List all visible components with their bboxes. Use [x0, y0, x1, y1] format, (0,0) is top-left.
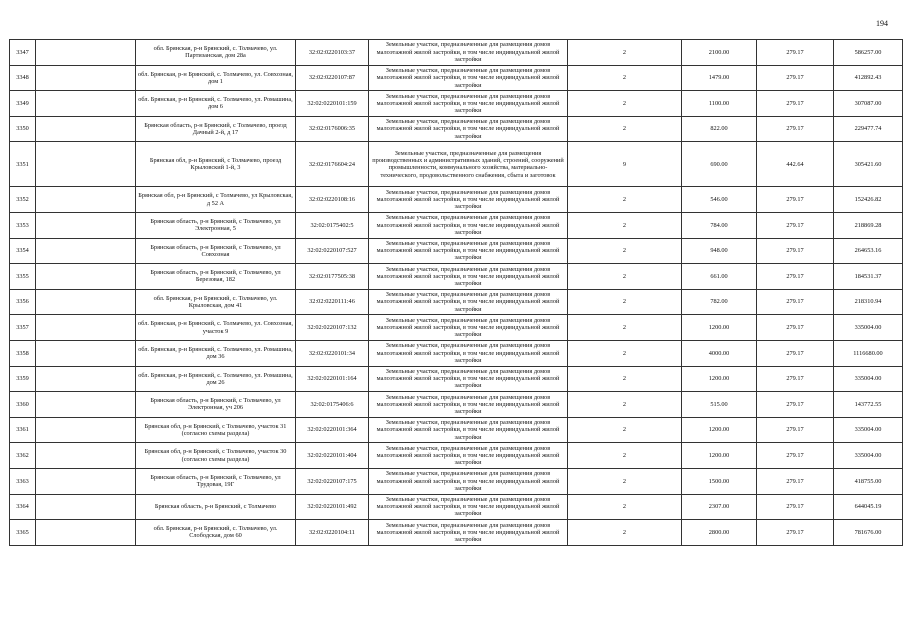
- page-number: 194: [876, 19, 888, 28]
- blank-cell: [36, 468, 136, 494]
- area-cell: 1100.00: [682, 91, 757, 117]
- table-row: [10, 443, 903, 469]
- area-cell: 1200.00: [682, 417, 757, 443]
- address-cell: Брянская область, р-н Брянский, с Толмачево, ул Электронная, 5: [136, 212, 296, 238]
- land-registry-table: [9, 39, 903, 546]
- cadastral-number-cell: 32:02:0176604:24: [296, 142, 369, 187]
- table-row: [10, 65, 903, 91]
- area-cell: 690.00: [682, 142, 757, 187]
- group-code-cell: 2: [568, 366, 682, 392]
- address-cell: обл. Брянская, р-н Брянский, с. Толмачево, ул. Крыловская, дом 41: [136, 289, 296, 315]
- row-number-cell: 3360: [10, 392, 36, 418]
- area-cell: 661.00: [682, 264, 757, 290]
- row-number-cell: 3350: [10, 116, 36, 142]
- cadastral-value-cell: 184531.37: [834, 264, 903, 290]
- area-cell: 1200.00: [682, 315, 757, 341]
- group-code-cell: 9: [568, 142, 682, 187]
- area-cell: 1479.00: [682, 65, 757, 91]
- specific-value-cell: 279.17: [757, 65, 834, 91]
- address-cell: Брянская область, р-н Брянский, с Толмачево, ул Березовая, 182: [136, 264, 296, 290]
- area-cell: 1200.00: [682, 366, 757, 392]
- permitted-use-cell: Земельные участки, предназначенные для размещения домов малоэтажной жилой застройки, в том числе индивидуальной жилой застройки: [369, 65, 568, 91]
- row-number-cell: 3365: [10, 520, 36, 546]
- area-cell: 1500.00: [682, 468, 757, 494]
- permitted-use-cell: Земельные участки, предназначенные для размещения домов малоэтажной жилой застройки, в том числе индивидуальной жилой застройки: [369, 264, 568, 290]
- table-row: [10, 392, 903, 418]
- row-number-cell: 3353: [10, 212, 36, 238]
- group-code-cell: 2: [568, 212, 682, 238]
- specific-value-cell: 279.17: [757, 366, 834, 392]
- group-code-cell: 2: [568, 520, 682, 546]
- cadastral-number-cell: 32:02:0220101:404: [296, 443, 369, 469]
- cadastral-value-cell: 218869.28: [834, 212, 903, 238]
- table-row: [10, 468, 903, 494]
- cadastral-value-cell: 152426.82: [834, 187, 903, 213]
- row-number-cell: 3355: [10, 264, 36, 290]
- area-cell: 2100.00: [682, 40, 757, 66]
- blank-cell: [36, 142, 136, 187]
- row-number-cell: 3363: [10, 468, 36, 494]
- blank-cell: [36, 494, 136, 520]
- permitted-use-cell: Земельные участки, предназначенные для размещения домов малоэтажной жилой застройки, в том числе индивидуальной жилой застройки: [369, 91, 568, 117]
- permitted-use-cell: Земельные участки, предназначенные для размещения домов малоэтажной жилой застройки, в том числе индивидуальной жилой застройки: [369, 468, 568, 494]
- row-number-cell: 3352: [10, 187, 36, 213]
- table-row: [10, 238, 903, 264]
- cadastral-number-cell: 32:02:0220108:16: [296, 187, 369, 213]
- cadastral-number-cell: 32:02:0220107:175: [296, 468, 369, 494]
- cadastral-value-cell: 305421.60: [834, 142, 903, 187]
- address-cell: Брянская обл, р-н Брянский, с Толмачево, проезд Крыловский 1-й, 3: [136, 142, 296, 187]
- row-number-cell: 3357: [10, 315, 36, 341]
- group-code-cell: 2: [568, 65, 682, 91]
- blank-cell: [36, 340, 136, 366]
- address-cell: обл. Брянская, р-н Брянский, с. Толмачево, ул. Совхозная, участок 9: [136, 315, 296, 341]
- group-code-cell: 2: [568, 315, 682, 341]
- permitted-use-cell: Земельные участки, предназначенные для размещения домов малоэтажной жилой застройки, в том числе индивидуальной жилой застройки: [369, 315, 568, 341]
- cadastral-number-cell: 32:02:0220101:492: [296, 494, 369, 520]
- specific-value-cell: 279.17: [757, 443, 834, 469]
- blank-cell: [36, 65, 136, 91]
- area-cell: 782.00: [682, 289, 757, 315]
- address-cell: обл. Брянская, р-н Брянский, с. Толмачево, ул. Партизанская, дом 28а: [136, 40, 296, 66]
- row-number-cell: 3348: [10, 65, 36, 91]
- specific-value-cell: 279.17: [757, 187, 834, 213]
- cadastral-value-cell: 307087.00: [834, 91, 903, 117]
- permitted-use-cell: Земельные участки, предназначенные для размещения домов малоэтажной жилой застройки, в том числе индивидуальной жилой застройки: [369, 212, 568, 238]
- cadastral-number-cell: 32:02:0220107:132: [296, 315, 369, 341]
- table-row: [10, 494, 903, 520]
- specific-value-cell: 279.17: [757, 40, 834, 66]
- table-row: [10, 40, 903, 66]
- permitted-use-cell: Земельные участки, предназначенные для размещения домов малоэтажной жилой застройки, в том числе индивидуальной жилой застройки: [369, 289, 568, 315]
- cadastral-number-cell: 32:02:0220101:34: [296, 340, 369, 366]
- permitted-use-cell: Земельные участки, предназначенные для размещения домов малоэтажной жилой застройки, в том числе индивидуальной жилой застройки: [369, 443, 568, 469]
- group-code-cell: 2: [568, 238, 682, 264]
- cadastral-number-cell: 32:02:0175406:6: [296, 392, 369, 418]
- blank-cell: [36, 366, 136, 392]
- area-cell: 515.00: [682, 392, 757, 418]
- area-cell: 2800.00: [682, 520, 757, 546]
- blank-cell: [36, 91, 136, 117]
- area-cell: 784.00: [682, 212, 757, 238]
- area-cell: 2307.00: [682, 494, 757, 520]
- table-row: [10, 315, 903, 341]
- table-row: [10, 91, 903, 117]
- group-code-cell: 2: [568, 289, 682, 315]
- specific-value-cell: 279.17: [757, 91, 834, 117]
- permitted-use-cell: Земельные участки, предназначенные для размещения домов малоэтажной жилой застройки, в том числе индивидуальной жилой застройки: [369, 392, 568, 418]
- table-row: [10, 116, 903, 142]
- permitted-use-cell: Земельные участки, предназначенные для размещения домов малоэтажной жилой застройки, в том числе индивидуальной жилой застройки: [369, 238, 568, 264]
- group-code-cell: 2: [568, 340, 682, 366]
- cadastral-value-cell: 218310.94: [834, 289, 903, 315]
- permitted-use-cell: Земельные участки, предназначенные для размещения домов малоэтажной жилой застройки, в том числе индивидуальной жилой застройки: [369, 494, 568, 520]
- specific-value-cell: 279.17: [757, 468, 834, 494]
- address-cell: Брянская обл, р-н Брянский, с Толмачево, участок 31 (согласно схемы раздела): [136, 417, 296, 443]
- cadastral-value-cell: 335004.00: [834, 443, 903, 469]
- blank-cell: [36, 289, 136, 315]
- row-number-cell: 3356: [10, 289, 36, 315]
- blank-cell: [36, 392, 136, 418]
- cadastral-number-cell: 32:02:0220104:11: [296, 520, 369, 546]
- address-cell: обл. Брянская, р-н Брянский, с. Толмачево, ул. Ромашина, дом 6: [136, 91, 296, 117]
- table-row: [10, 142, 903, 187]
- blank-cell: [36, 116, 136, 142]
- address-cell: Брянская область, р-н Брянский, с Толмачево: [136, 494, 296, 520]
- group-code-cell: 2: [568, 443, 682, 469]
- table-row: [10, 417, 903, 443]
- group-code-cell: 2: [568, 91, 682, 117]
- group-code-cell: 2: [568, 187, 682, 213]
- area-cell: 1200.00: [682, 443, 757, 469]
- permitted-use-cell: Земельные участки, предназначенные для размещения домов малоэтажной жилой застройки, в том числе индивидуальной жилой застройки: [369, 366, 568, 392]
- permitted-use-cell: Земельные участки, предназначенные для размещения домов малоэтажной жилой застройки, в том числе индивидуальной жилой застройки: [369, 417, 568, 443]
- row-number-cell: 3351: [10, 142, 36, 187]
- row-number-cell: 3359: [10, 366, 36, 392]
- table-row: [10, 187, 903, 213]
- cadastral-number-cell: 32:02:0220107:87: [296, 65, 369, 91]
- permitted-use-cell: Земельные участки, предназначенные для размещения производственных и административных зданий, строений, сооружений промышленности, коммунального хозяйства, материально-технического, продовольственного снабжения, сбыта и заготовок: [369, 142, 568, 187]
- area-cell: 822.00: [682, 116, 757, 142]
- blank-cell: [36, 417, 136, 443]
- table-row: [10, 264, 903, 290]
- blank-cell: [36, 520, 136, 546]
- address-cell: обл. Брянская, р-н Брянский, с. Толмачево, ул. Слободская, дом 60: [136, 520, 296, 546]
- blank-cell: [36, 264, 136, 290]
- address-cell: Брянская область, р-н Брянский, с Толмачево, проезд Дачный 2-й, д 17: [136, 116, 296, 142]
- specific-value-cell: 279.17: [757, 494, 834, 520]
- cadastral-value-cell: 335004.00: [834, 315, 903, 341]
- area-cell: 4000.00: [682, 340, 757, 366]
- specific-value-cell: 279.17: [757, 520, 834, 546]
- specific-value-cell: 279.17: [757, 315, 834, 341]
- blank-cell: [36, 443, 136, 469]
- specific-value-cell: 279.17: [757, 392, 834, 418]
- group-code-cell: 2: [568, 40, 682, 66]
- group-code-cell: 2: [568, 417, 682, 443]
- cadastral-value-cell: 229477.74: [834, 116, 903, 142]
- address-cell: обл. Брянская, р-н Брянский, с. Толмачево, ул. Ромашина, дом 36: [136, 340, 296, 366]
- cadastral-value-cell: 412892.43: [834, 65, 903, 91]
- table-row: [10, 212, 903, 238]
- specific-value-cell: 279.17: [757, 417, 834, 443]
- area-cell: 546.00: [682, 187, 757, 213]
- cadastral-number-cell: 32:02:0220111:46: [296, 289, 369, 315]
- blank-cell: [36, 238, 136, 264]
- table-row: [10, 366, 903, 392]
- address-cell: Брянская область, р-н Брянский, с Толмачево, ул Трудовая, 19Г: [136, 468, 296, 494]
- table-row: [10, 340, 903, 366]
- row-number-cell: 3349: [10, 91, 36, 117]
- specific-value-cell: 279.17: [757, 116, 834, 142]
- address-cell: обл. Брянская, р-н Брянский, с. Толмачево, ул. Ромашина, дом 26: [136, 366, 296, 392]
- row-number-cell: 3364: [10, 494, 36, 520]
- address-cell: Брянская обл, р-н Брянский, с Толмачево, участок 30 (согласно схемы раздела): [136, 443, 296, 469]
- cadastral-value-cell: 335004.00: [834, 417, 903, 443]
- row-number-cell: 3361: [10, 417, 36, 443]
- cadastral-value-cell: 335004.00: [834, 366, 903, 392]
- cadastral-number-cell: 32:02:0220101:364: [296, 417, 369, 443]
- permitted-use-cell: Земельные участки, предназначенные для размещения домов малоэтажной жилой застройки, в том числе индивидуальной жилой застройки: [369, 116, 568, 142]
- specific-value-cell: 279.17: [757, 212, 834, 238]
- blank-cell: [36, 315, 136, 341]
- cadastral-number-cell: 32:02:0177505:38: [296, 264, 369, 290]
- blank-cell: [36, 187, 136, 213]
- table-row: [10, 520, 903, 546]
- cadastral-number-cell: 32:02:0220101:159: [296, 91, 369, 117]
- specific-value-cell: 279.17: [757, 340, 834, 366]
- permitted-use-cell: Земельные участки, предназначенные для размещения домов малоэтажной жилой застройки, в том числе индивидуальной жилой застройки: [369, 340, 568, 366]
- cadastral-value-cell: 1116680.00: [834, 340, 903, 366]
- row-number-cell: 3347: [10, 40, 36, 66]
- permitted-use-cell: Земельные участки, предназначенные для размещения домов малоэтажной жилой застройки, в том числе индивидуальной жилой застройки: [369, 520, 568, 546]
- cadastral-number-cell: 32:02:0175402:5: [296, 212, 369, 238]
- cadastral-value-cell: 264653.16: [834, 238, 903, 264]
- address-cell: Брянская обл, р-н Брянский, с Толмачево, ул Крыловская, д 52 А: [136, 187, 296, 213]
- address-cell: Брянская область, р-н Брянский, с Толмачево, ул Совхозная: [136, 238, 296, 264]
- address-cell: обл. Брянская, р-н Брянский, с. Толмачево, ул. Совхозная, дом 1: [136, 65, 296, 91]
- row-number-cell: 3354: [10, 238, 36, 264]
- cadastral-number-cell: 32:02:0220107:527: [296, 238, 369, 264]
- permitted-use-cell: Земельные участки, предназначенные для размещения домов малоэтажной жилой застройки, в том числе индивидуальной жилой застройки: [369, 40, 568, 66]
- group-code-cell: 2: [568, 494, 682, 520]
- specific-value-cell: 442.64: [757, 142, 834, 187]
- permitted-use-cell: Земельные участки, предназначенные для размещения домов малоэтажной жилой застройки, в том числе индивидуальной жилой застройки: [369, 187, 568, 213]
- cadastral-number-cell: 32:02:0220103:37: [296, 40, 369, 66]
- cadastral-number-cell: 32:02:0220101:164: [296, 366, 369, 392]
- cadastral-value-cell: 143772.55: [834, 392, 903, 418]
- group-code-cell: 2: [568, 468, 682, 494]
- cadastral-value-cell: 644045.19: [834, 494, 903, 520]
- group-code-cell: 2: [568, 392, 682, 418]
- cadastral-number-cell: 32:02:0176006:35: [296, 116, 369, 142]
- cadastral-value-cell: 586257.00: [834, 40, 903, 66]
- cadastral-value-cell: 418755.00: [834, 468, 903, 494]
- row-number-cell: 3358: [10, 340, 36, 366]
- specific-value-cell: 279.17: [757, 238, 834, 264]
- area-cell: 948.00: [682, 238, 757, 264]
- group-code-cell: 2: [568, 264, 682, 290]
- specific-value-cell: 279.17: [757, 289, 834, 315]
- address-cell: Брянская область, р-н Брянский, с Толмачево, ул Электронная, уч 206: [136, 392, 296, 418]
- table-row: [10, 289, 903, 315]
- blank-cell: [36, 40, 136, 66]
- specific-value-cell: 279.17: [757, 264, 834, 290]
- cadastral-value-cell: 781676.00: [834, 520, 903, 546]
- row-number-cell: 3362: [10, 443, 36, 469]
- blank-cell: [36, 212, 136, 238]
- group-code-cell: 2: [568, 116, 682, 142]
- table-body: [10, 40, 903, 546]
